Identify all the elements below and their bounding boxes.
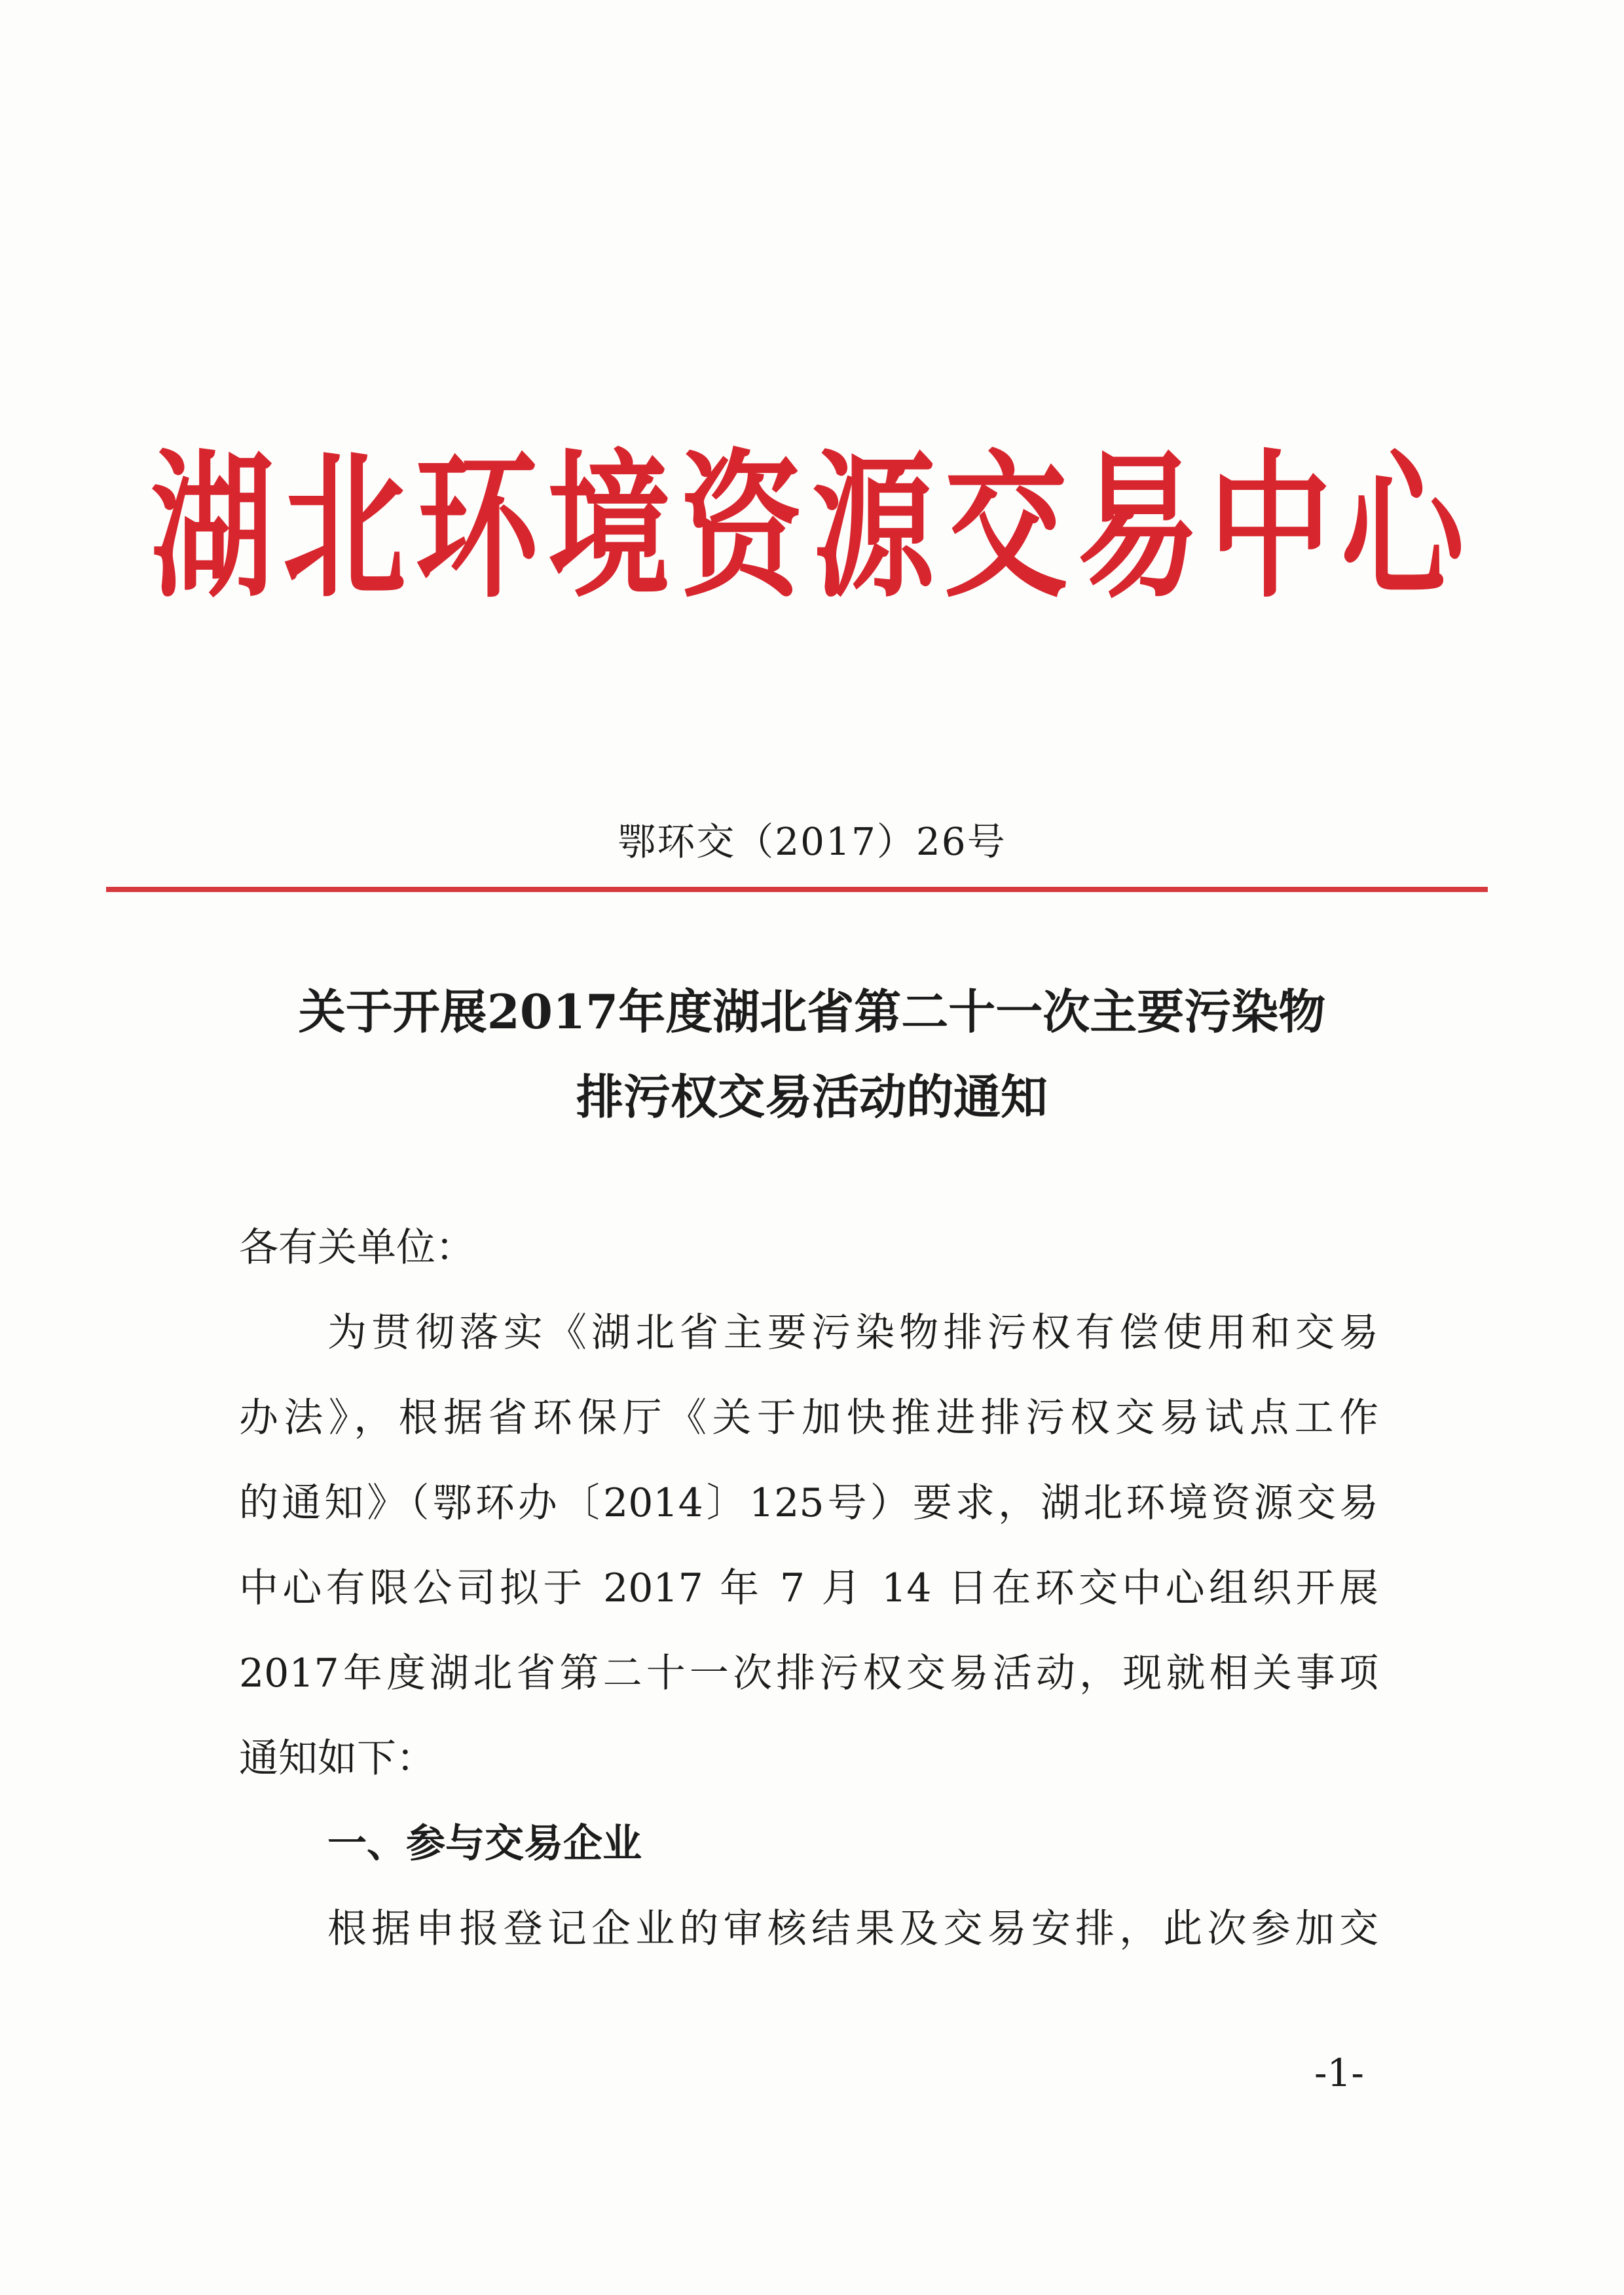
- paragraph-line: 中心有限公司拟于 2017 年 7 月 14 日在环交中心组织开展: [239, 1565, 1378, 1611]
- paragraph-line: 的通知》（鄂环办〔2014〕125号）要求，湖北环境资源交易: [239, 1480, 1378, 1526]
- paragraph-line: 根据申报登记企业的审核结果及交易安排，此次参加交: [327, 1906, 1378, 1952]
- paragraph-line: 通知如下：: [239, 1736, 435, 1782]
- page-number: -1-: [1314, 2051, 1365, 2095]
- paragraph-line: 2017年度湖北省第二十一次排污权交易活动，现就相关事项: [239, 1651, 1378, 1696]
- paragraph-line: 为贯彻落实《湖北省主要污染物排污权有偿使用和交易: [327, 1310, 1378, 1356]
- paragraph-line: 办法》，根据省环保厅《关于加快推进排污权交易试点工作: [239, 1395, 1378, 1441]
- red-divider-line: [106, 887, 1488, 892]
- document-number: 鄂环交（2017）26号: [618, 819, 1006, 864]
- document-title-line-1: 关于开展2017年度湖北省第二十一次主要污染物: [298, 984, 1326, 1039]
- salutation: 各有关单位：: [239, 1225, 475, 1271]
- document-title-line-2: 排污权交易活动的通知: [576, 1069, 1048, 1125]
- organization-header: 湖北环境资源交易中心: [151, 436, 1473, 620]
- section-heading: 一、参与交易企业: [327, 1821, 642, 1867]
